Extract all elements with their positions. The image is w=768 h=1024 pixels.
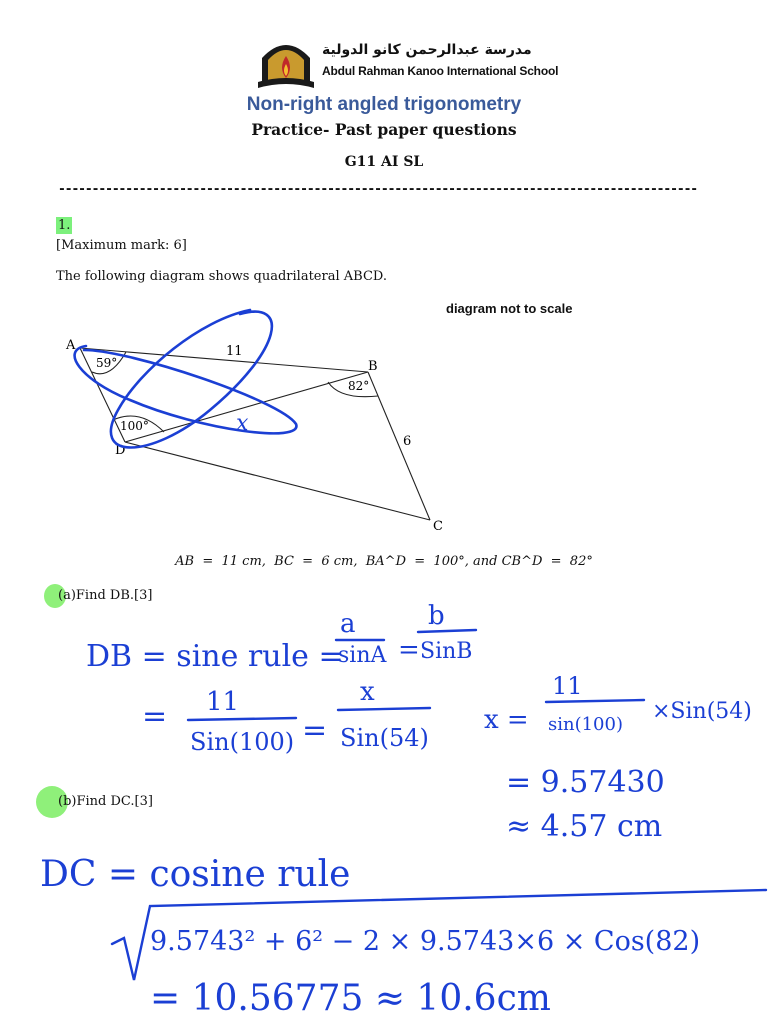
divider-line: ----------------------------------------------------------------------------------------------- [58, 182, 698, 197]
max-mark: [Maximum mark: 6] [56, 238, 187, 253]
page-title: Non-right angled trigonometry [246, 94, 522, 115]
part-a-label: (a)Find DB.[3] [58, 588, 153, 603]
vertex-b: B [368, 359, 378, 374]
side-label-ab: 11 [226, 344, 243, 359]
vertex-d: D [115, 443, 126, 458]
side-ab [80, 348, 368, 372]
hw-a-line2-eq2: = [302, 713, 328, 748]
hw-a-frac4-num: x [360, 677, 375, 707]
angle-label-b: 82° [348, 379, 370, 393]
hw-side-rhs: ×Sin(54) [652, 699, 752, 724]
hw-side-den: sin(100) [548, 714, 623, 735]
angle-label-d: 100° [120, 419, 149, 433]
side-bc [368, 372, 430, 520]
hand-x-label: x [236, 411, 249, 436]
school-name-arabic: مدرسة عبدالرحمن كانو الدولية [322, 42, 532, 58]
hw-frac4-bar [338, 708, 430, 710]
hw-side-num: 11 [552, 672, 583, 700]
hw-frac3-bar [188, 718, 296, 720]
hw-side-lhs: x = [484, 705, 529, 735]
side-label-bc: 6 [403, 434, 412, 449]
question-intro: The following diagram shows quadrilateral ABCD. [56, 269, 387, 284]
hw-a-frac2-num: b [428, 601, 445, 631]
hw-side-bar [546, 700, 644, 702]
hw-frac2-bar [418, 630, 476, 632]
hw-b-result: = 10.56775 ≈ 10.6cm [150, 978, 551, 1019]
hw-a-frac2-den: SinB [420, 639, 473, 664]
angle-label-a: 59° [96, 356, 118, 370]
hw-a-frac1-den: sinA [338, 643, 387, 668]
hw-a-frac4-den: Sin(54) [340, 724, 429, 752]
vertex-a: A [66, 338, 76, 353]
hw-b-radicand: 9.5743² + 6² − 2 × 9.5743×6 × Cos(82) [150, 926, 701, 957]
handwritten-working [0, 580, 768, 1024]
hw-a-result2: ≈ 4.57 cm [506, 809, 663, 844]
question-number: 1. [58, 218, 71, 233]
hw-a-frac1-num: a [340, 609, 356, 639]
hw-a-line1: DB = sine rule = [86, 639, 344, 674]
hw-a-line2-eq: = [142, 699, 168, 734]
diagram-note: diagram not to scale [446, 301, 573, 316]
grade-label: G11 AI SL [344, 154, 424, 170]
side-dc [125, 442, 430, 520]
hw-a-frac3-den: Sin(100) [190, 728, 295, 756]
school-name-english: Abdul Rahman Kanoo International School [322, 64, 559, 78]
hw-a-frac3-num: 11 [206, 687, 240, 717]
page-subtitle: Practice- Past paper questions [251, 120, 517, 139]
hw-a-eq: = [398, 635, 420, 665]
hw-b-line1: DC = cosine rule [40, 854, 351, 895]
hw-a-result1: = 9.57430 [506, 765, 665, 800]
vertex-c: C [433, 519, 443, 534]
given-values: AB = 11 cm, BC = 6 cm, BA^D = 100°, and CB^D = 82° [175, 554, 593, 569]
part-b-label: (b)Find DC.[3] [58, 794, 153, 809]
